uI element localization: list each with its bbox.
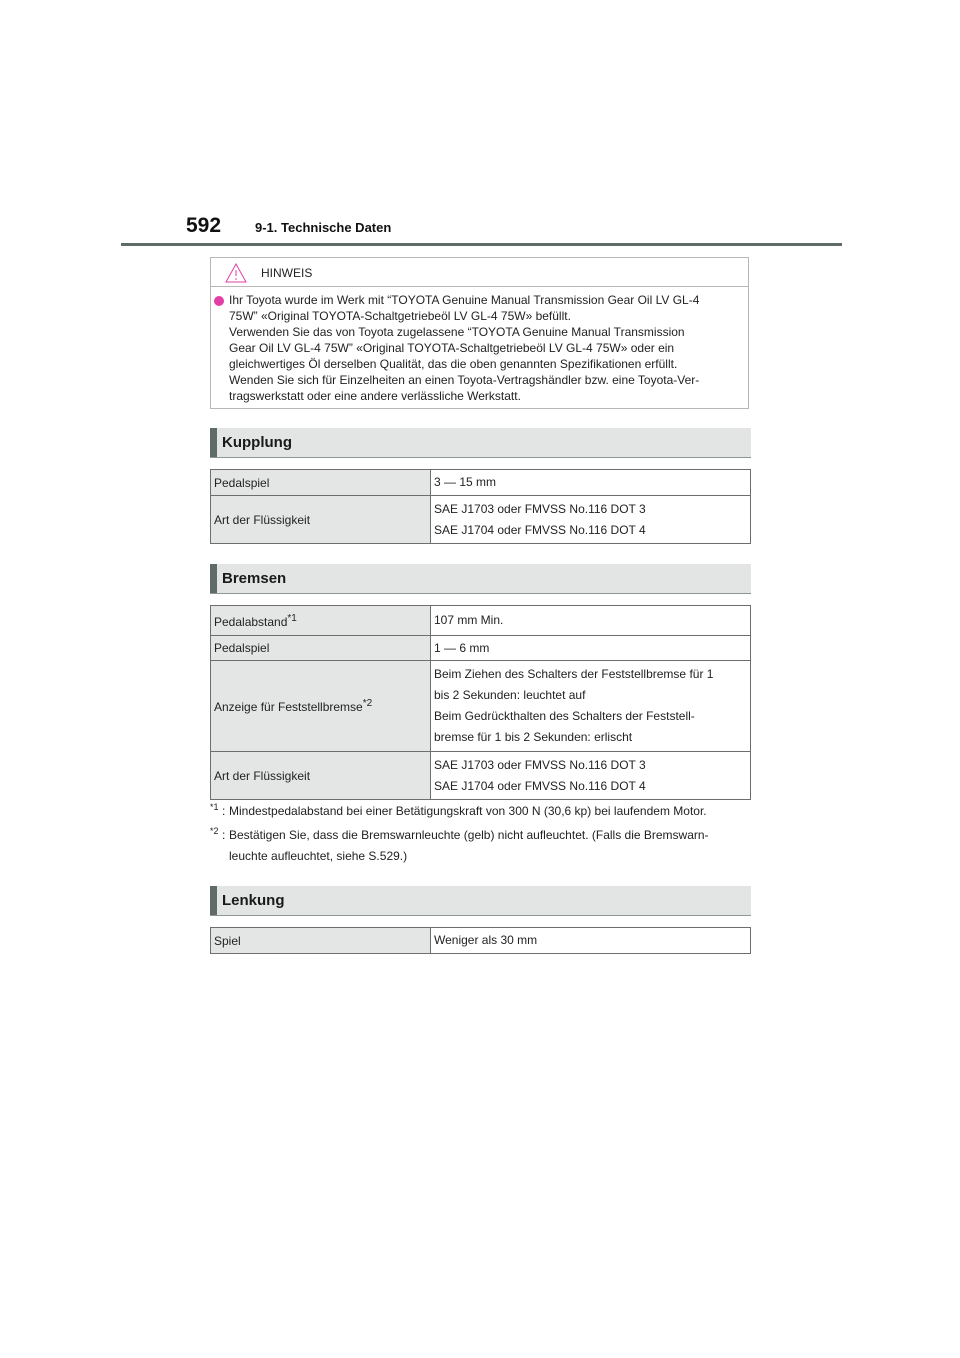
spec-value [431, 496, 751, 544]
spec-value-line: SAE J1704 oder FMVSS No.116 DOT 4 [434, 522, 646, 537]
heading-bar [210, 886, 217, 915]
table-row [211, 470, 751, 496]
spec-key: Pedalspiel [211, 636, 431, 661]
table-row [211, 928, 751, 954]
notice-line: Ihr Toyota wurde im Werk mit “TOYOTA Genuine Manual Transmission Gear Oil LV GL-4 [229, 293, 700, 307]
heading-title: Kupplung [222, 434, 292, 451]
spec-key-label: Anzeige für Feststellbremse [214, 700, 363, 714]
notice-line: Wenden Sie sich für Einzelheiten an einen Toyota-Vertragshändler bzw. eine Toyota-Ver- [229, 373, 700, 387]
table-row [211, 752, 751, 800]
spec-value-line: Beim Gedrückthalten des Schalters der Feststell- [434, 709, 695, 723]
notice-line: gleichwertiges Öl derselben Qualität, das die oben genannten Spezifikationen erfüllt. [229, 357, 678, 371]
bullet-icon [214, 296, 224, 306]
spec-key-label: Pedalabstand [214, 614, 288, 629]
notice-line: Gear Oil LV GL-4 75W” «Original TOYOTA-Schaltgetriebeöl LV GL-4 75W» oder ein [229, 341, 675, 355]
heading-title: Lenkung [222, 892, 285, 909]
spec-value-line: 3 — 15 mm [434, 475, 497, 489]
footnote-text: leuchte aufleuchtet, siehe S.529.) [229, 849, 408, 863]
spec-value-line: 1 — 6 mm [434, 640, 490, 655]
footnotes [210, 801, 755, 867]
spec-key [211, 661, 431, 752]
spec-key: Spiel [211, 928, 431, 954]
table-row [211, 636, 751, 661]
footnote-text: Mindestpedalabstand bei einer Betätigungskraft von 300 N (30,6 kp) bei laufendem Motor. [229, 804, 707, 818]
heading-bar [210, 564, 217, 593]
spec-value-line: SAE J1703 oder FMVSS No.116 DOT 3 [434, 501, 646, 516]
spec-value-line: SAE J1703 oder FMVSS No.116 DOT 3 [434, 757, 646, 772]
footnote-text: Bestätigen Sie, dass die Bremswarnleuchte (gelb) nicht aufleuchtet. (Falls die Bremswarn- [229, 828, 709, 842]
spec-value-line: SAE J1704 oder FMVSS No.116 DOT 4 [434, 778, 646, 793]
footnote-ref: *1 [287, 612, 297, 624]
spec-key: Pedalspiel [211, 470, 431, 496]
footnote-mark: *1 [210, 802, 219, 812]
spec-value-line: Weniger als 30 mm [434, 933, 538, 947]
spec-value [431, 470, 751, 496]
footnote: *1 : Mindestpedalabstand bei einer Betätigungskraft von 300 N (30,6 kp) bei laufendem Motor. [210, 801, 755, 822]
footnote-mark: *2 [210, 826, 219, 836]
header-divider [121, 243, 842, 246]
bremsen-table [210, 605, 751, 800]
spec-key [211, 606, 431, 636]
spec-value-line: Beim Ziehen des Schalters der Feststellbremse für 1 [434, 667, 714, 681]
spec-key: Art der Flüssigkeit [211, 496, 431, 544]
notice-line: Verwenden Sie das von Toyota zugelassene “TOYOTA Genuine Manual Transmission [229, 325, 685, 339]
heading-bar [210, 428, 217, 457]
notice-header [211, 258, 748, 287]
spec-value [431, 636, 751, 661]
notice-text [229, 292, 741, 404]
spec-value [431, 928, 751, 954]
spec-value [431, 661, 751, 752]
heading-bremsen [210, 564, 751, 594]
spec-value-line: bremse für 1 bis 2 Sekunden: erlischt [434, 730, 633, 744]
page-number: 592 [186, 214, 222, 237]
spec-value [431, 606, 751, 636]
table-row [211, 496, 751, 544]
spec-value [431, 752, 751, 800]
footnote-ref: *2 [362, 698, 373, 709]
section-title: 9-1. Technische Daten [255, 220, 392, 235]
spec-value-line: 107 mm Min. [434, 613, 504, 627]
table-row [211, 661, 751, 752]
spec-key: Art der Flüssigkeit [211, 752, 431, 800]
spec-value-line: bis 2 Sekunden: leuchtet auf [434, 688, 586, 702]
footnote: *2 : Bestätigen Sie, dass die Bremswarnleuchte (gelb) nicht aufleuchtet. (Falls die Bremswarn- leuchte aufleuchtet, siehe S.529.) [210, 825, 755, 867]
heading-kupplung [210, 428, 751, 458]
notice-line: tragswerkstatt oder eine andere verlässliche Werkstatt. [229, 389, 521, 403]
lenkung-table [210, 927, 751, 954]
notice-line: 75W” «Original TOYOTA-Schaltgetriebeöl LV GL-4 75W» befüllt. [229, 309, 571, 323]
notice-box [210, 257, 749, 409]
heading-lenkung [210, 886, 751, 916]
heading-title: Bremsen [222, 570, 287, 587]
warning-triangle-icon [225, 263, 247, 283]
table-row [211, 606, 751, 636]
notice-label: HINWEIS [261, 266, 313, 280]
kupplung-table [210, 469, 751, 544]
